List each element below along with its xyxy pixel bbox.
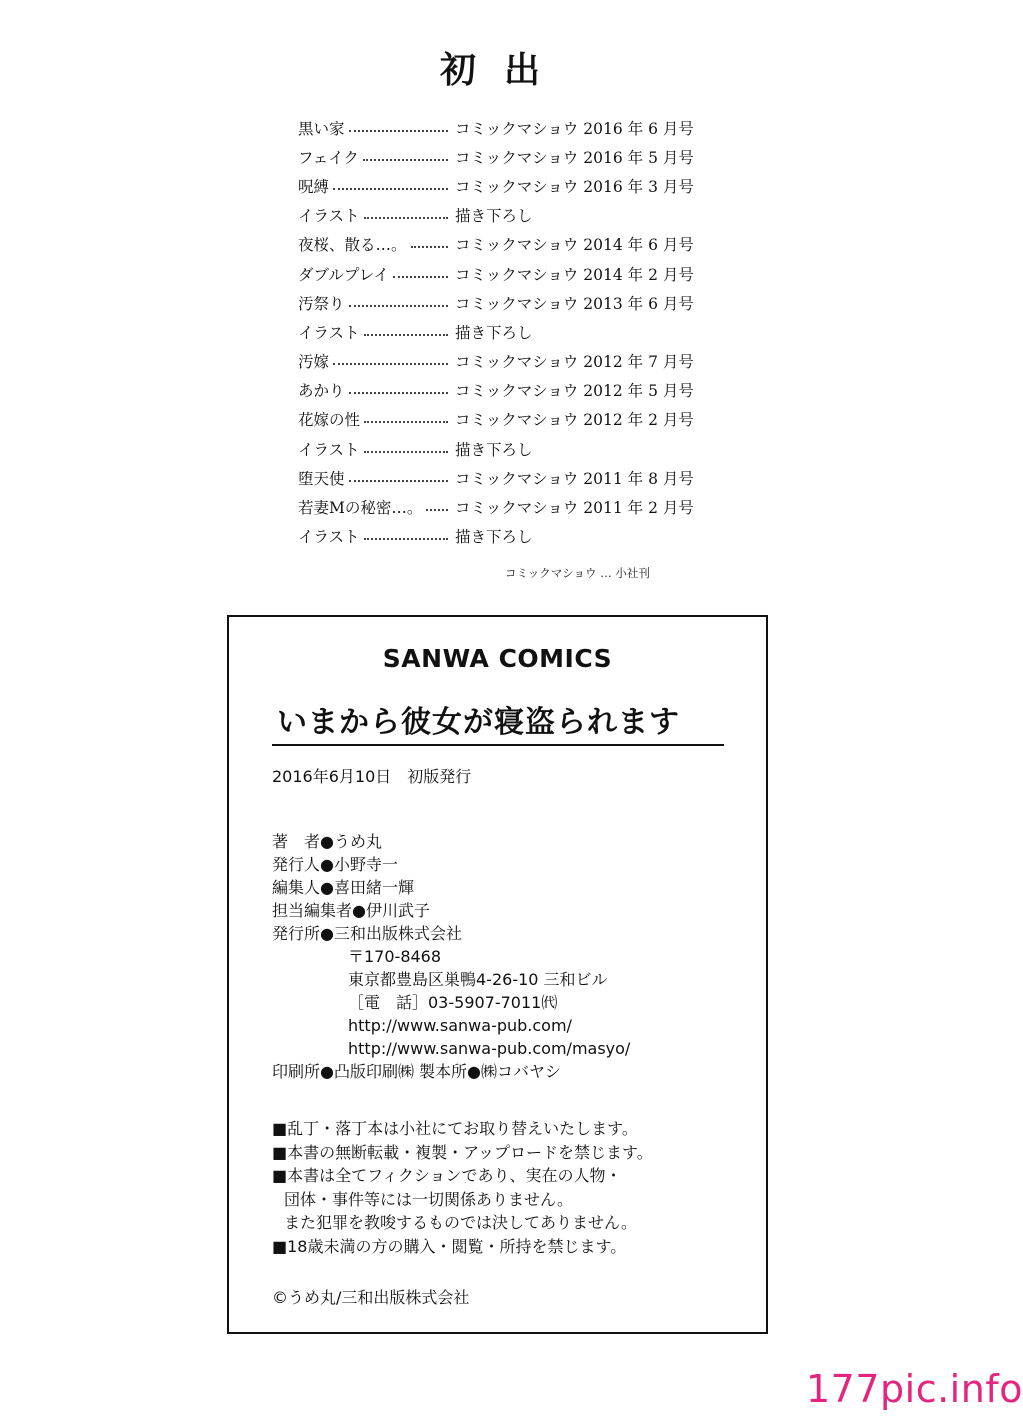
notice-item: 団体・事件等には一切関係ありません。 [284,1189,573,1209]
story-title: イラスト [298,440,360,459]
notice-item: ■本書は全てフィクションであり、実在の人物・ [272,1166,622,1185]
book-title: いまから彼女が寝盗られます [277,705,680,740]
notice-item: ■18歳未満の方の購入・閲覧・所持を禁じます。 [272,1236,627,1256]
credit-assigned-editor: 担当編集者●伊川武子 [272,901,430,920]
dot-leader [426,509,448,511]
publication-date: 2016年6月10日 初版発行 [272,767,472,786]
list-item [298,288,718,317]
story-title: 黒い家 [298,119,345,138]
dot-leader [363,159,448,161]
story-source: 描き下ろし [455,440,533,459]
story-title: 汚嫁 [298,353,330,372]
story-title: 呪縛 [298,177,330,196]
list-item [298,522,718,551]
story-source: コミックマショウ 2012 年 7 月号 [455,353,694,372]
story-source: コミックマショウ 2016 年 5 月号 [455,148,694,167]
dot-leader [333,363,448,365]
dot-leader [349,305,448,307]
credit-editor: 編集人●喜田緒一輝 [272,878,414,897]
story-source: コミックマショウ 2016 年 6 月号 [455,119,694,138]
first-appearance-list [298,113,718,551]
notice-item: また犯罪を教唆するものでは決してありません。 [284,1213,637,1232]
website-url: http://www.sanwa-pub.com/ [348,1016,572,1035]
credit-author: 著 者●うめ丸 [272,832,382,851]
dot-leader [333,188,448,190]
list-item [298,259,718,288]
first-appearance-heading: 初出 [440,49,569,91]
story-title: ダブルプレイ [298,265,389,284]
dot-leader [349,480,448,482]
story-source: コミックマショウ 2016 年 3 月号 [455,177,694,196]
story-source: 描き下ろし [455,207,533,226]
list-item [298,317,718,346]
dot-leader [364,334,448,336]
website-url-masyo: http://www.sanwa-pub.com/masyo/ [348,1039,631,1058]
list-item [298,405,718,434]
copyright-line: ©うめ丸/三和出版株式会社 [272,1288,470,1307]
phone-number: ［電 話］03-5907-7011㈹ [348,993,558,1012]
colophon-box [227,615,768,1334]
story-title: イラスト [298,207,360,226]
dot-leader [349,130,448,132]
dot-leader [364,538,448,540]
story-title: イラスト [298,323,360,342]
notices-block [272,1117,653,1258]
dot-leader [364,421,448,423]
dot-leader [349,392,448,394]
story-source: 描き下ろし [455,528,533,547]
title-divider [272,744,724,746]
series-name: SANWA COMICS [382,644,613,673]
dot-leader [411,246,448,248]
story-source: コミックマショウ 2011 年 2 月号 [455,499,694,518]
printing-info: 印刷所●凸版印刷㈱ 製本所●㈱コバヤシ [272,1062,561,1081]
list-item [298,201,718,230]
story-source: コミックマショウ 2013 年 6 月号 [455,294,694,313]
story-title: 堕天使 [298,469,345,488]
list-item [298,113,718,142]
dot-leader [364,451,448,453]
story-title: 汚祭り [298,294,345,313]
notice-item: ■乱丁・落丁本は小社にてお取り替えいたします。 [272,1119,638,1138]
story-source: コミックマショウ 2014 年 2 月号 [455,265,694,284]
dot-leader [364,217,448,219]
list-item [298,463,718,492]
list-item [298,376,718,405]
site-watermark: 177pic.info [806,1367,1023,1411]
publisher-note: コミックマショウ … 小社刊 [505,566,650,580]
list-item [298,171,718,200]
story-title: 夜桜、散る…。 [298,236,407,255]
postal-code: 〒170-8468 [348,947,442,966]
list-item [298,142,718,171]
list-item [298,434,718,463]
list-item [298,230,718,259]
story-source: コミックマショウ 2011 年 8 月号 [455,469,694,488]
credits-block [272,830,630,1083]
story-title: あかり [298,382,345,401]
story-source: 描き下ろし [455,323,533,342]
story-source: コミックマショウ 2012 年 2 月号 [455,411,694,430]
story-source: コミックマショウ 2014 年 6 月号 [455,236,694,255]
story-title: フェイク [298,148,359,167]
list-item [298,492,718,521]
street-address: 東京都豊島区巣鴨4-26-10 三和ビル [348,970,608,989]
story-title: イラスト [298,528,360,547]
credit-publisher: 発行人●小野寺一 [272,855,398,874]
credit-publishing-house: 発行所●三和出版株式会社 [272,924,462,943]
dot-leader [393,276,448,278]
story-source: コミックマショウ 2012 年 5 月号 [455,382,694,401]
notice-item: ■本書の無断転載・複製・アップロードを禁じます。 [272,1142,653,1162]
list-item [298,347,718,376]
story-title: 若妻Mの秘密…。 [298,499,423,518]
story-title: 花嫁の性 [298,411,361,430]
